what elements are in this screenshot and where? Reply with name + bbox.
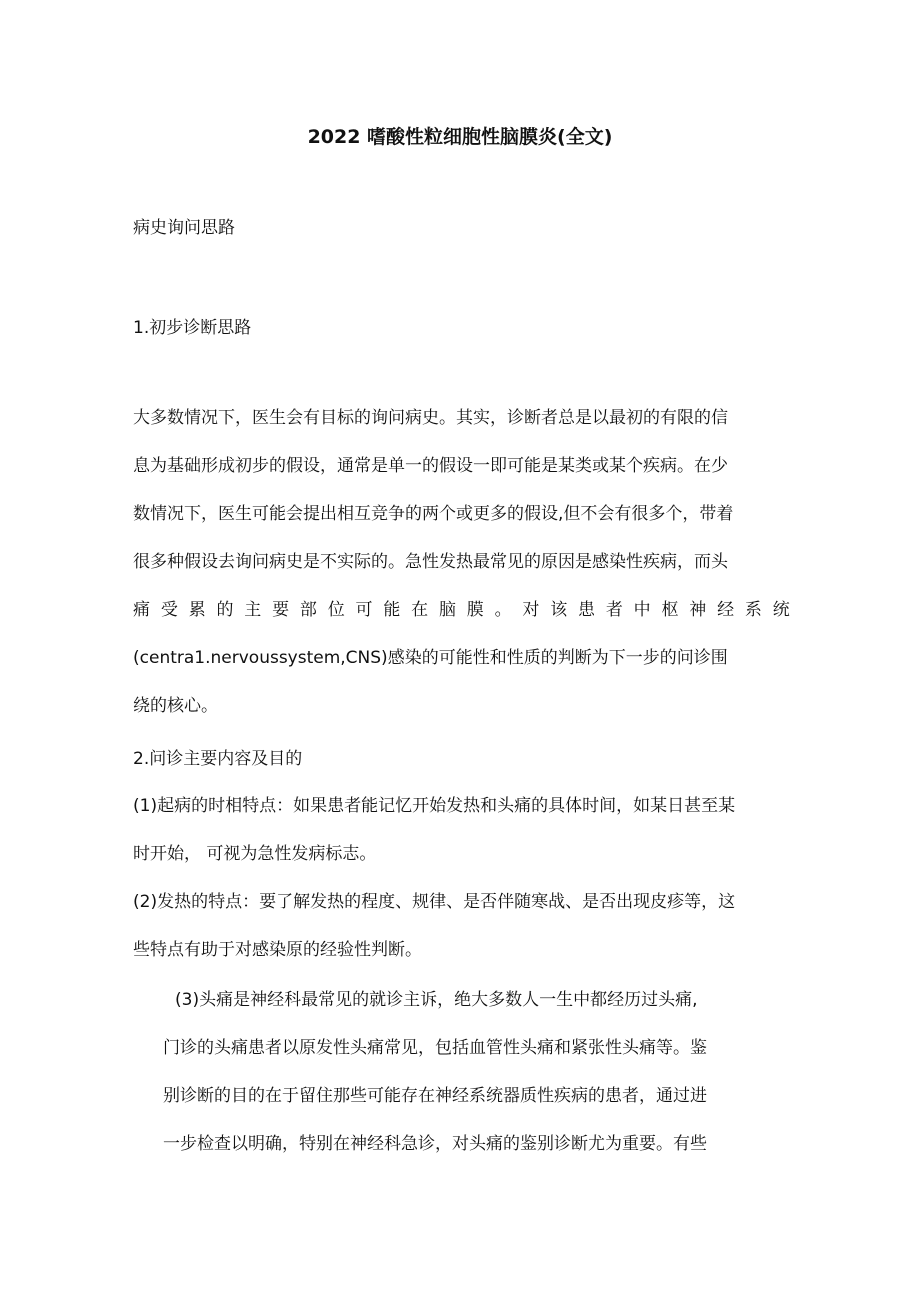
paragraph-line: 息为基础形成初步的假设，通常是单一的假设一即可能是某类或某个疾病。在少: [133, 456, 728, 476]
paragraph-line: 些特点有助于对感染原的经验性判断。: [133, 940, 422, 960]
justified-char: 。: [494, 600, 512, 620]
justified-char: 枢: [661, 600, 679, 620]
paragraph-line: 一步检查以明确，特别在神经科急诊，对头痛的鉴别诊断尤为重要。有些: [163, 1134, 707, 1154]
justified-char: 痛: [133, 600, 150, 620]
paragraph-line: 门诊的头痛患者以原发性头痛常见，包括血管性头痛和紧张性头痛等。鉴: [163, 1038, 707, 1058]
item-onset: [133, 782, 790, 878]
justified-char: 对: [522, 600, 540, 620]
justified-char: 患: [578, 600, 595, 620]
item-headache: [163, 976, 763, 1168]
justified-char: 系: [744, 600, 762, 620]
paragraph-line: (3)头痛是神经科最常见的就诊主诉，绝大多数人一生中都经历过头痛,: [175, 990, 698, 1010]
justified-char: 脑: [438, 600, 456, 620]
justified-char: 在: [411, 600, 429, 620]
justified-char: 可: [355, 600, 373, 620]
justified-char: 膜: [466, 600, 484, 620]
paragraph-line: 很多种假设去询问病史是不实际的。急性发热最常见的原因是感染性疾病，而头: [133, 552, 728, 572]
paragraph-line: 数情况下，医生可能会提出相互竞争的两个或更多的假设,但不会有很多个，带着: [133, 504, 734, 524]
paragraph-line: (centra1.nervoussystem,CNS)感染的可能性和性质的判断为下一步的问诊围: [133, 648, 728, 668]
justified-char: 累: [188, 600, 206, 620]
justified-char: 统: [772, 600, 790, 620]
paragraph-line: 时开始， 可视为急性发病标志。: [133, 844, 377, 864]
paragraph-line: 大多数情况下，医生会有目标的询问病史。其实，诊断者总是以最初的有限的信: [133, 408, 728, 428]
paragraph-line-justified: [133, 586, 790, 634]
section-heading: 病史询问思路: [133, 218, 235, 238]
justified-char: 能: [383, 600, 401, 620]
paragraph-initial-diagnosis: [133, 394, 790, 730]
paragraph-line: 别诊断的目的在于留住那些可能存在神经系统器质性疾病的患者，通过进: [163, 1086, 707, 1106]
justified-char: 要: [272, 600, 290, 620]
justified-char: 位: [327, 600, 345, 620]
justified-char: 神: [689, 600, 707, 620]
justified-char: 者: [605, 600, 623, 620]
justified-char: 经: [717, 600, 735, 620]
paragraph-line: (1)起病的时相特点：如果患者能记忆开始发热和头痛的具体时间，如某日甚至某: [133, 796, 736, 816]
justified-char: 中: [633, 600, 651, 620]
item-fever: [133, 878, 790, 974]
paragraph-line: 绕的核心。: [133, 696, 218, 716]
justified-char: 主: [244, 600, 262, 620]
paragraph-line: (2)发热的特点：要了解发热的程度、规律、是否伴随寒战、是否出现皮疹等，这: [133, 892, 736, 912]
justified-char: 受: [160, 600, 178, 620]
subheading-inquiry-content: 2.问诊主要内容及目的: [133, 749, 303, 769]
document-title: 2022 嗜酸性粒细胞性脑膜炎(全文): [307, 126, 613, 148]
justified-char: 的: [216, 600, 234, 620]
justified-char: 部: [299, 600, 317, 620]
subheading-initial-diagnosis: 1.初步诊断思路: [133, 318, 252, 338]
justified-char: 该: [550, 600, 568, 620]
